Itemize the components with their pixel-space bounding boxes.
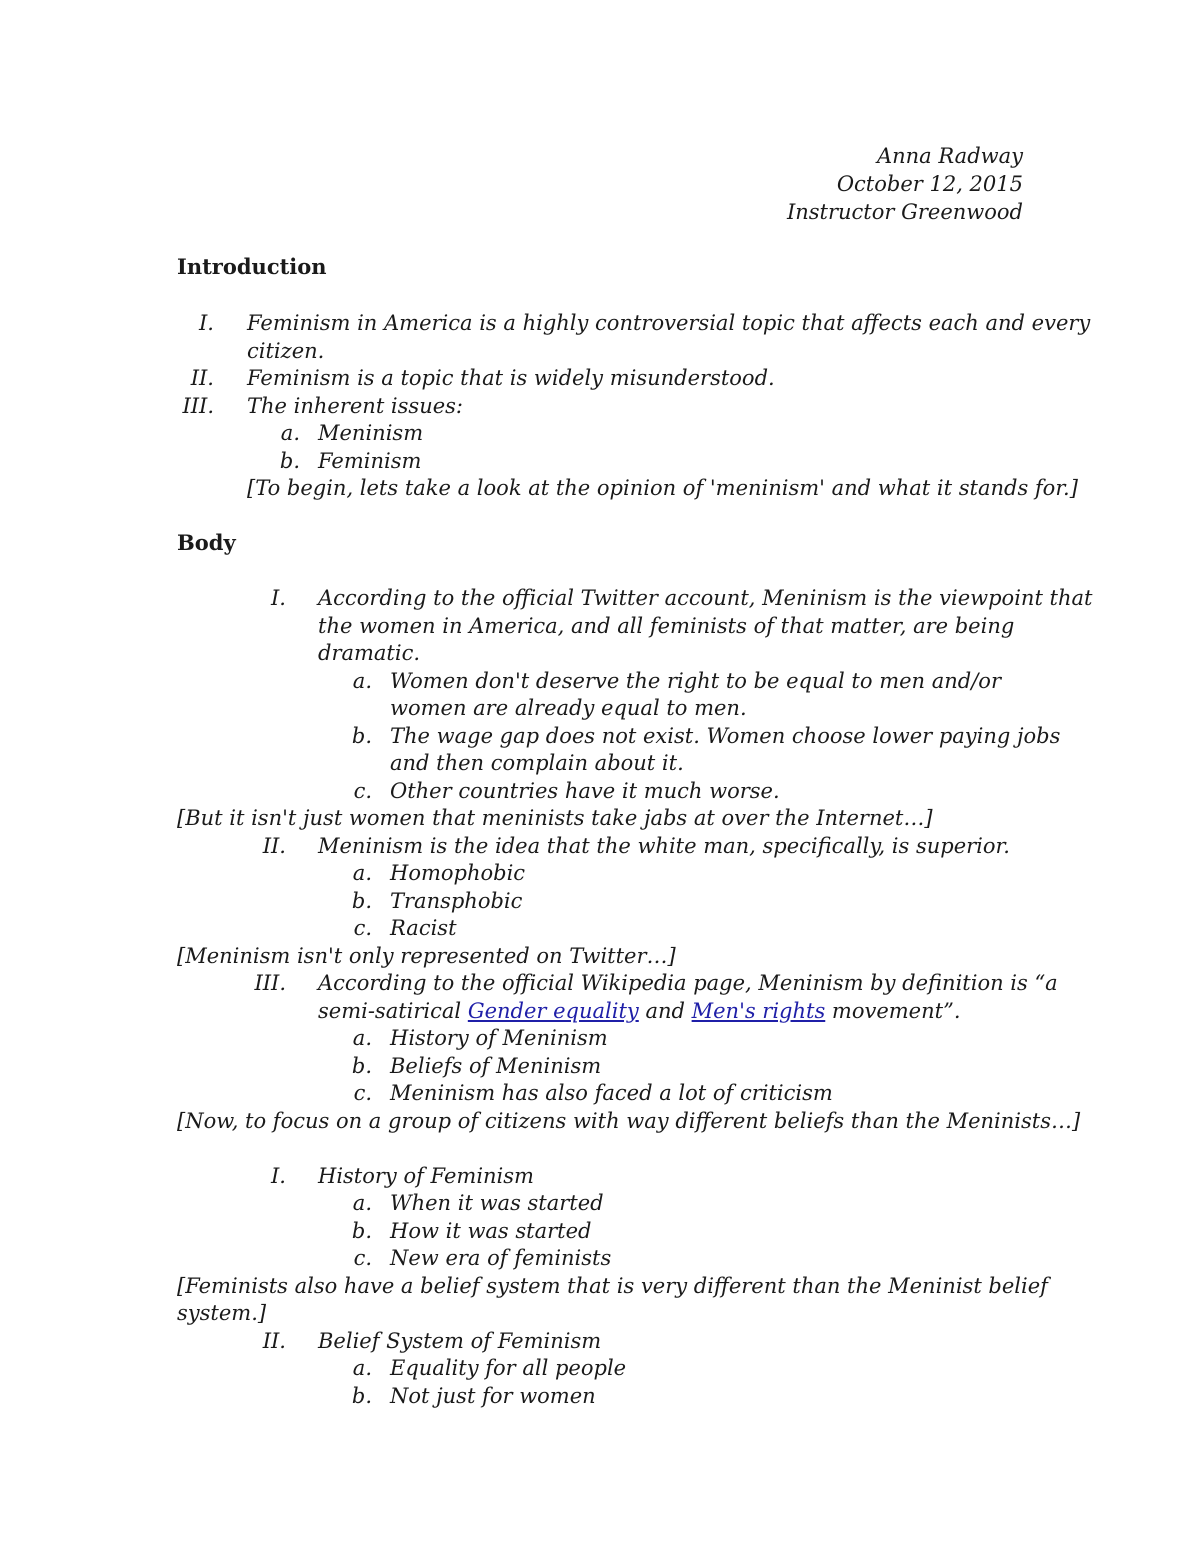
body-f1-num: I. bbox=[271, 1164, 286, 1188]
body-transition-4-cont: system.] bbox=[177, 1301, 267, 1325]
body-s2-sub-b-text: Transphobic bbox=[390, 889, 523, 913]
body-s1-sub-b-text-1: The wage gap does not exist. Women choose lower paying jobs bbox=[390, 724, 1061, 748]
intro-item-3-num: III. bbox=[182, 394, 214, 418]
intro-sub-a-letter: a. bbox=[280, 421, 300, 445]
intro-item-1-num: I. bbox=[199, 311, 214, 335]
body-f1-sub-c-letter: c. bbox=[353, 1246, 372, 1270]
body-transition-2: [Meninism isn't only represented on Twitter…] bbox=[177, 944, 676, 968]
author-name: Anna Radway bbox=[876, 144, 1023, 168]
body-f1-sub-a-letter: a. bbox=[352, 1191, 372, 1215]
body-f1-sub-c-text: New era of feminists bbox=[390, 1246, 612, 1270]
body-heading: Body bbox=[177, 530, 236, 555]
intro-transition: [To begin, lets take a look at the opinion of 'meninism' and what it stands for.] bbox=[247, 476, 1078, 500]
body-s2-sub-b-letter: b. bbox=[351, 889, 372, 913]
body-s1-sub-a-text-2: women are already equal to men. bbox=[390, 696, 747, 720]
body-f2-text: Belief System of Feminism bbox=[318, 1329, 602, 1353]
body-s3-text-1: According to the official Wikipedia page, Meninism by definition is “a bbox=[318, 971, 1058, 995]
gender-equality-link[interactable]: Gender equality bbox=[467, 999, 639, 1023]
body-s1-text-1: According to the official Twitter account, Meninism is the viewpoint that bbox=[318, 586, 1093, 610]
body-s1-sub-a-letter: a. bbox=[352, 669, 372, 693]
body-f2-sub-a-text: Equality for all people bbox=[390, 1356, 627, 1380]
body-s3-sub-b-text: Beliefs of Meninism bbox=[390, 1054, 602, 1078]
body-f1-text: History of Feminism bbox=[318, 1164, 534, 1188]
body-s1-text-2: the women in America, and all feminists of that matter, are being bbox=[318, 614, 1015, 638]
body-f1-sub-b-text: How it was started bbox=[390, 1219, 592, 1243]
body-s3-text-2 bbox=[318, 997, 961, 1025]
mens-rights-link[interactable]: Men's rights bbox=[691, 999, 826, 1023]
body-transition-3: [Now, to focus on a group of citizens with way different beliefs than the Meninists…] bbox=[177, 1109, 1081, 1133]
intro-item-3-text: The inherent issues: bbox=[247, 394, 464, 418]
body-s1-num: I. bbox=[271, 586, 286, 610]
body-s1-sub-a-text-1: Women don't deserve the right to be equal to men and/or bbox=[390, 669, 1001, 693]
intro-item-2-num: II. bbox=[190, 366, 214, 390]
body-s3-text-2-post: movement”. bbox=[825, 999, 961, 1023]
body-s3-sub-a-text: History of Meninism bbox=[390, 1026, 608, 1050]
intro-item-2-text: Feminism is a topic that is widely misunderstood. bbox=[247, 366, 775, 390]
instructor-line: Instructor Greenwood bbox=[786, 200, 1023, 224]
body-f2-sub-b-text: Not just for women bbox=[390, 1384, 596, 1408]
body-s1-sub-b-letter: b. bbox=[351, 724, 372, 748]
body-f1-sub-b-letter: b. bbox=[351, 1219, 372, 1243]
intro-sub-a-text: Meninism bbox=[318, 421, 424, 445]
body-s3-sub-a-letter: a. bbox=[352, 1026, 372, 1050]
body-f2-sub-a-letter: a. bbox=[352, 1356, 372, 1380]
body-f2-num: II. bbox=[262, 1329, 286, 1353]
body-s3-num: III. bbox=[254, 971, 286, 995]
intro-item-1-text-cont: citizen. bbox=[247, 339, 325, 363]
body-s2-sub-a-letter: a. bbox=[352, 861, 372, 885]
body-s3-text-2-pre: semi-satirical bbox=[318, 999, 468, 1023]
body-s2-sub-a-text: Homophobic bbox=[390, 861, 526, 885]
body-s3-sub-b-letter: b. bbox=[351, 1054, 372, 1078]
body-s3-text-2-mid: and bbox=[638, 999, 692, 1023]
intro-heading: Introduction bbox=[177, 254, 327, 279]
body-s2-text: Meninism is the idea that the white man, specifically, is superior. bbox=[318, 834, 1010, 858]
body-s1-sub-c-text: Other countries have it much worse. bbox=[390, 779, 780, 803]
body-s3-sub-c-text: Meninism has also faced a lot of criticism bbox=[390, 1081, 833, 1105]
body-transition-4: [Feminists also have a belief system that is very different than the Meninist belief bbox=[177, 1274, 1048, 1298]
body-f1-sub-a-text: When it was started bbox=[390, 1191, 604, 1215]
body-s1-text-3: dramatic. bbox=[318, 641, 421, 665]
intro-sub-b-text: Feminism bbox=[318, 449, 422, 473]
body-transition-1: [But it isn't just women that meninists take jabs at over the Internet…] bbox=[177, 806, 933, 830]
body-s3-sub-c-letter: c. bbox=[353, 1081, 372, 1105]
body-s2-num: II. bbox=[262, 834, 286, 858]
body-s2-sub-c-text: Racist bbox=[390, 916, 457, 940]
body-f2-sub-b-letter: b. bbox=[351, 1384, 372, 1408]
body-s1-sub-c-letter: c. bbox=[353, 779, 372, 803]
intro-item-1-text: Feminism in America is a highly controversial topic that affects each and every bbox=[247, 311, 1091, 335]
intro-sub-b-letter: b. bbox=[279, 449, 300, 473]
body-s1-sub-b-text-2: and then complain about it. bbox=[390, 751, 684, 775]
body-s2-sub-c-letter: c. bbox=[353, 916, 372, 940]
date-line: October 12, 2015 bbox=[836, 172, 1023, 196]
